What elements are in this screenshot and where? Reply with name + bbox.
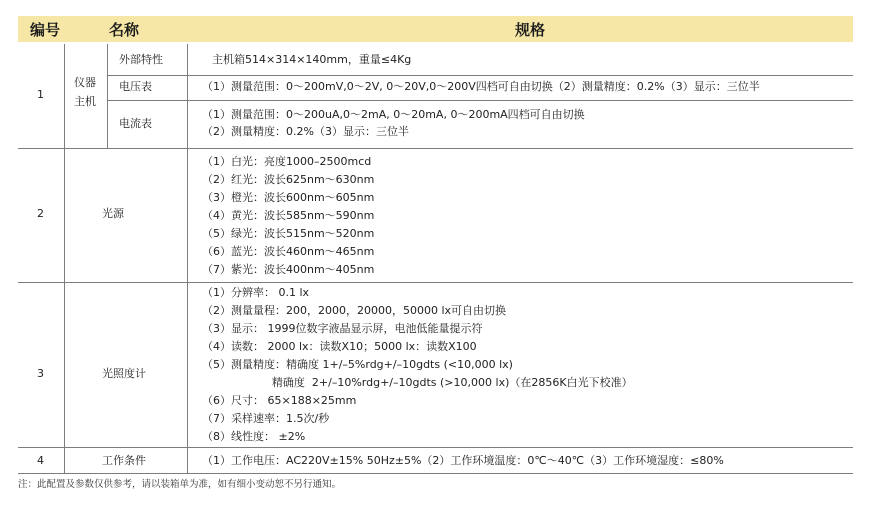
- divider: [107, 75, 853, 76]
- divider: [64, 44, 65, 474]
- spec-line: （2）红光：波长625nm～630nm: [202, 173, 375, 186]
- row-name: 光照度计: [102, 367, 146, 380]
- spec-line: （2）测量量程：200，2000，20000，50000 lx可自由切换: [202, 304, 507, 317]
- spec-line: （3）橙光：波长600nm～605nm: [202, 191, 375, 204]
- divider: [18, 473, 853, 474]
- row-id: 1: [37, 88, 44, 101]
- spec-line: （5）绿光：波长515nm～520nm: [202, 227, 375, 240]
- footnote: 注：此配置及参数仅供参考，请以装箱单为准，如有细小变动恕不另行通知。: [18, 479, 342, 490]
- spec-line: （1）白光：亮度1000–2500mcd: [202, 155, 372, 168]
- spec-line: （5）测量精度：精确度 1+/–5%rdg+/–10gdts (<10,000 lx): [202, 358, 513, 371]
- spec-line: （7）紫光：波长400nm～405nm: [202, 263, 375, 276]
- divider: [18, 447, 853, 448]
- spec-line: （6）尺寸： 65×188×25mm: [202, 394, 357, 407]
- row-spec: （1）工作电压：AC220V±15% 50Hz±5%（2）工作环境温度：0℃～40℃（3）工作环境湿度：≤80%: [202, 454, 724, 467]
- table-header: [18, 16, 853, 42]
- sub-row-name: 电压表: [119, 80, 152, 93]
- sub-row-spec: （1）测量范围：0～200mV,0～2V, 0～20V,0～200V四档可自由切换（2）测量精度：0.2%（3）显示：三位半: [202, 80, 760, 93]
- sub-row-name: 电流表: [119, 117, 152, 130]
- row-id: 2: [37, 207, 44, 220]
- divider: [18, 282, 853, 283]
- spec-line: （3）显示： 1999位数字液晶显示屏，电池低能量提示符: [202, 322, 483, 335]
- divider: [107, 44, 108, 148]
- row-name: 工作条件: [102, 454, 146, 467]
- header-id: 编号: [30, 21, 61, 39]
- header-name: 名称: [109, 21, 140, 39]
- row-name-line: 主机: [74, 95, 96, 108]
- spec-list: [202, 284, 633, 446]
- divider: [107, 100, 853, 101]
- spec-table: [18, 44, 853, 474]
- spec-line: （4）黄光：波长585nm～590nm: [202, 209, 375, 222]
- sub-row-spec: 主机箱514×314×140mm，重量≤4Kg: [212, 53, 412, 66]
- header-spec: 规格: [515, 21, 546, 39]
- sub-row-spec: （2）测量精度：0.2%（3）显示：三位半: [202, 125, 409, 138]
- sub-row-spec: （1）测量范围：0～200uA,0～2mA, 0～20mA, 0～200mA四档可自由切换: [202, 108, 585, 121]
- divider: [187, 44, 188, 474]
- spec-list: [202, 153, 374, 279]
- row-name-line: 仪器: [74, 76, 96, 89]
- row-name: 光源: [102, 207, 124, 220]
- spec-line: （6）蓝光：波长460nm～465nm: [202, 245, 375, 258]
- spec-line: （4）读数： 2000 lx：读数X10；5000 lx：读数X100: [202, 340, 477, 353]
- spec-line: （1）分辨率： 0.1 lx: [202, 286, 310, 299]
- spec-line: 精确度 2+/–10%rdg+/–10gdts (>10,000 lx)（在2856K白光下校准）: [202, 376, 633, 389]
- divider: [18, 148, 853, 149]
- row-id: 4: [37, 454, 44, 467]
- sub-row-name: 外部特性: [119, 53, 163, 66]
- row-id: 3: [37, 367, 44, 380]
- spec-line: （7）采样速率：1.5次/秒: [202, 412, 330, 425]
- spec-line: （8）线性度： ±2%: [202, 430, 306, 443]
